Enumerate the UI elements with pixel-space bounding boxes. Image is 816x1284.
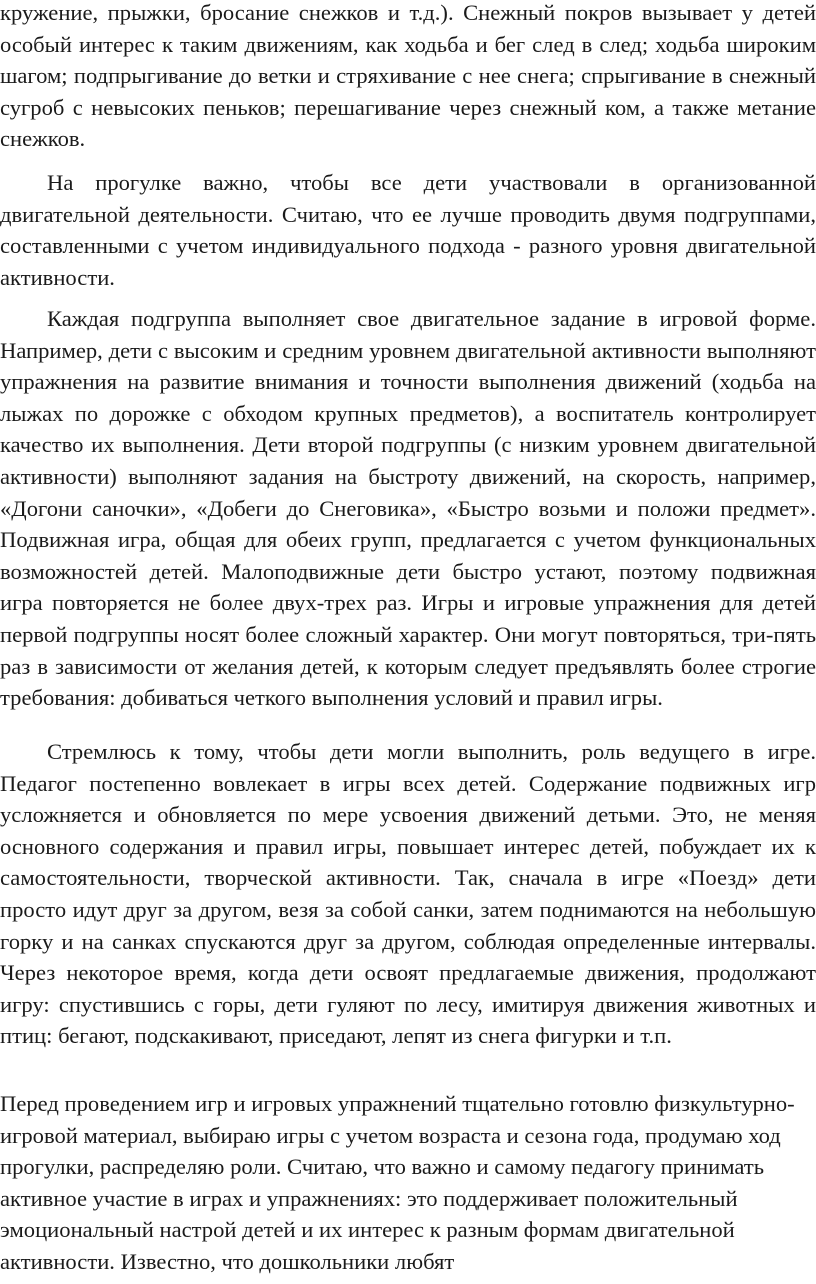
paragraph-5: Перед проведением игр и игровых упражнений тщательно готовлю физкультурно-игровой материал, выбираю игры с учетом возраста и сезона года, продумаю ход прогулки, распределяю роли. Считаю, что важно и самому педагогу принимать активное участие в играх и упражнениях: это поддерживает положительный эмоциональный настрой детей и их интерес к разным формам двигательной активности. Известно, что дошкольники любят: [0, 1091, 795, 1274]
paragraph-2: На прогулке важно, чтобы все дети участвовали в организованной двигательной деятельности. Считаю, что ее лучше проводить двумя подгруппами, составленными с учетом индивидуального подхода - разного уровня двигательной активности.: [0, 170, 816, 290]
paragraph-4: Стремлюсь к тому, чтобы дети могли выполнить, роль ведущего в игре. Педагог постепенно вовлекает в игры всех детей. Содержание подвижных игр усложняется и обновляется по мере усвоения движений детьми. Это, не меняя основного содержания и правил игры, повышает интерес детей, побуждает их к самостоятельности, творческой активности. Так, сначала в игре «Поезд» дети просто идут друг за другом, везя за собой санки, затем поднимаются на небольшую горку и на санках спускаются друг за другом, соблюдая определенные интервалы. Через некоторое время, когда дети освоят предлагаемые движения, продолжают игру: спустившись с горы, дети гуляют по лесу, имитируя движения животных и птиц: бегают, подскакивают, приседают, лепят из снега фигурки и т.п.: [0, 739, 816, 1049]
paragraph-1: кружение, прыжки, бросание снежков и т.д.). Снежный покров вызывает у детей особый интерес к таким движениям, как ходьба и бег след в след; ходьба широким шагом; подпрыгивание до ветки и стряхивание с нее снега; спрыгивание в снежный сугроб с невысоких пеньков; перешагивание через снежный ком, а также метание снежков.: [0, 0, 816, 152]
paragraph-3: Каждая подгруппа выполняет свое двигательное задание в игровой форме. Например, дети с высоким и средним уровнем двигательной активности выполняют упражнения на развитие внимания и точности выполнения движений (ходьба на лыжах по дорожке с обходом крупных предметов), а воспитатель контролирует качество их выполнения. Дети второй подгруппы (с низким уровнем двигательной активности) выполняют задания на быстроту движений, на скорость, например, «Догони саночки», «Добеги до Снеговика», «Быстро возьми и положи предмет». Подвижная игра, общая для обеих групп, предлагается с учетом функциональных возможностей детей. Малоподвижные дети быстро устают, поэтому подвижная игра повторяется не более двух-трех раз. Игры и игровые упражнения для детей первой подгруппы носят более сложный характер. Они могут повторяться, три-пять раз в зависимости от желания детей, к которым следует предъявлять более строгие требования: добиваться четкого выполнения условий и правил игры.: [0, 306, 816, 711]
